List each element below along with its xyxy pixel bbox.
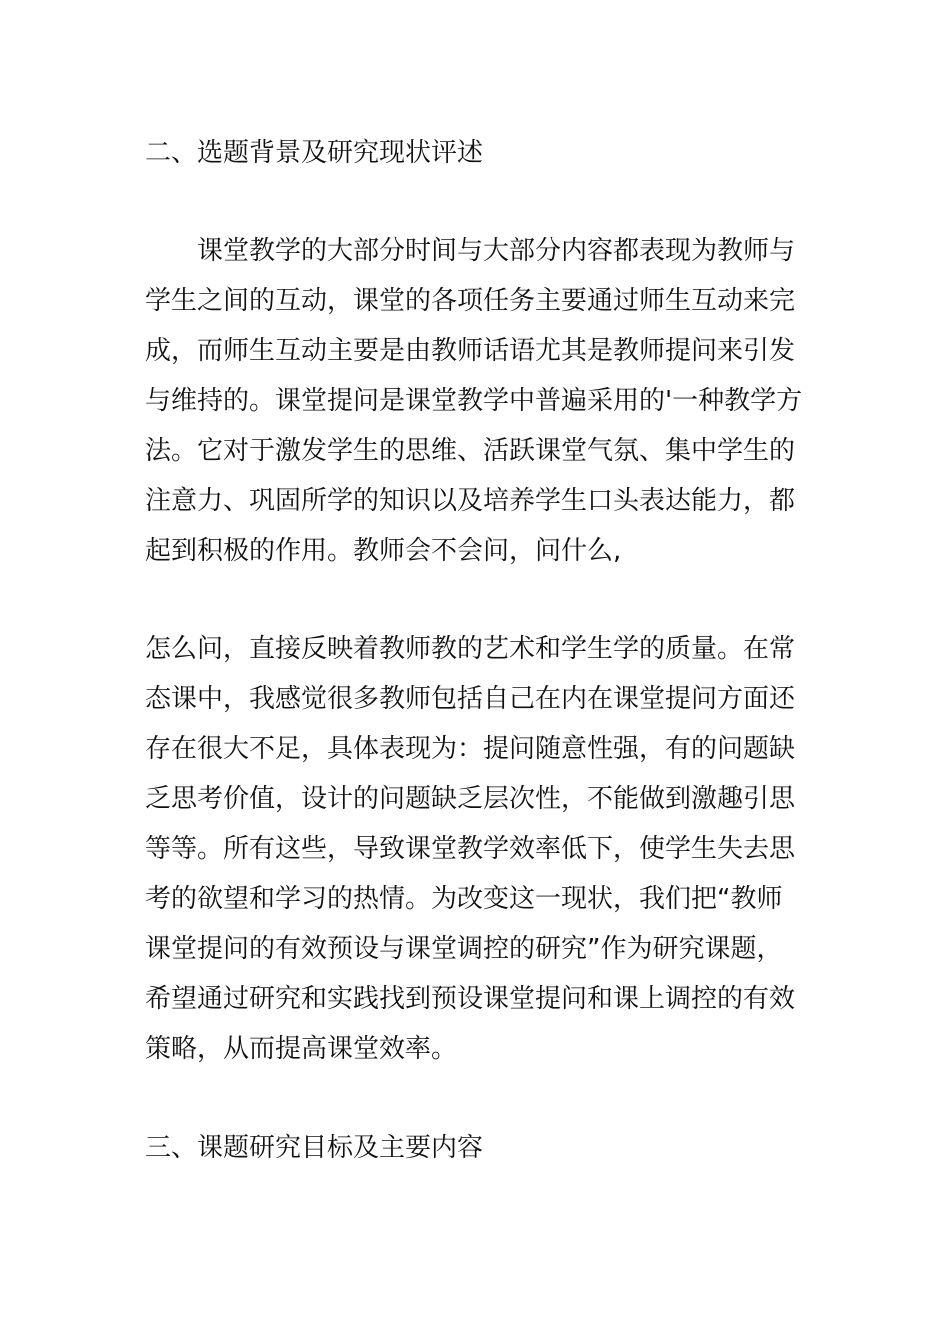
paragraph-line: 起到积极的作用。教师会不会问，问什么, <box>145 536 622 566</box>
paragraph-line: 乏思考价值，设计的问题缺乏层次性，不能做到激趣引思 <box>145 784 796 814</box>
paragraph-line: 考的欲望和学习的热情。为改变这一现状，我们把“教师 <box>145 884 783 914</box>
paragraph-line: 注意力、巩固所学的知识以及培养学生口头表达能力，都 <box>145 486 796 516</box>
paragraph-line: 态课中，我感觉很多教师包括自己在内在课堂提问方面还 <box>145 684 796 714</box>
paragraph-line: 怎么问，直接反映着教师教的艺术和学生学的质量。在常 <box>145 634 796 664</box>
paragraph-line: 与维持的。课堂提问是课堂教学中普遍采用的'一种教学方 <box>145 386 803 416</box>
paragraph-line: 成，而师生互动主要是由教师话语尤其是教师提问来引发 <box>145 336 796 366</box>
section-2-heading: 二、选题背景及研究现状评述 <box>145 138 484 168</box>
paragraph-line: 希望通过研究和实践找到预设课堂提问和课上调控的有效 <box>145 984 796 1014</box>
paragraph-line: 法。它对于激发学生的思维、活跃课堂气氛、集中学生的 <box>145 436 796 466</box>
paragraph-line: 等等。所有这些，导致课堂教学效率低下，使学生失去思 <box>145 834 796 864</box>
paragraph-line: 学生之间的互动，课堂的各项任务主要通过师生互动来完 <box>145 286 796 316</box>
section-3-heading: 三、课题研究目标及主要内容 <box>145 1133 484 1163</box>
paragraph-line: 存在很大不足，具体表现为：提问随意性强，有的问题缺 <box>145 734 796 764</box>
paragraph-line: 课堂教学的大部分时间与大部分内容都表现为教师与 <box>197 236 796 266</box>
paragraph-line: 策略，从而提高课堂效率。 <box>145 1034 458 1064</box>
paragraph-line: 课堂提问的有效预设与课堂调控的研究”作为研究课题， <box>145 934 783 964</box>
